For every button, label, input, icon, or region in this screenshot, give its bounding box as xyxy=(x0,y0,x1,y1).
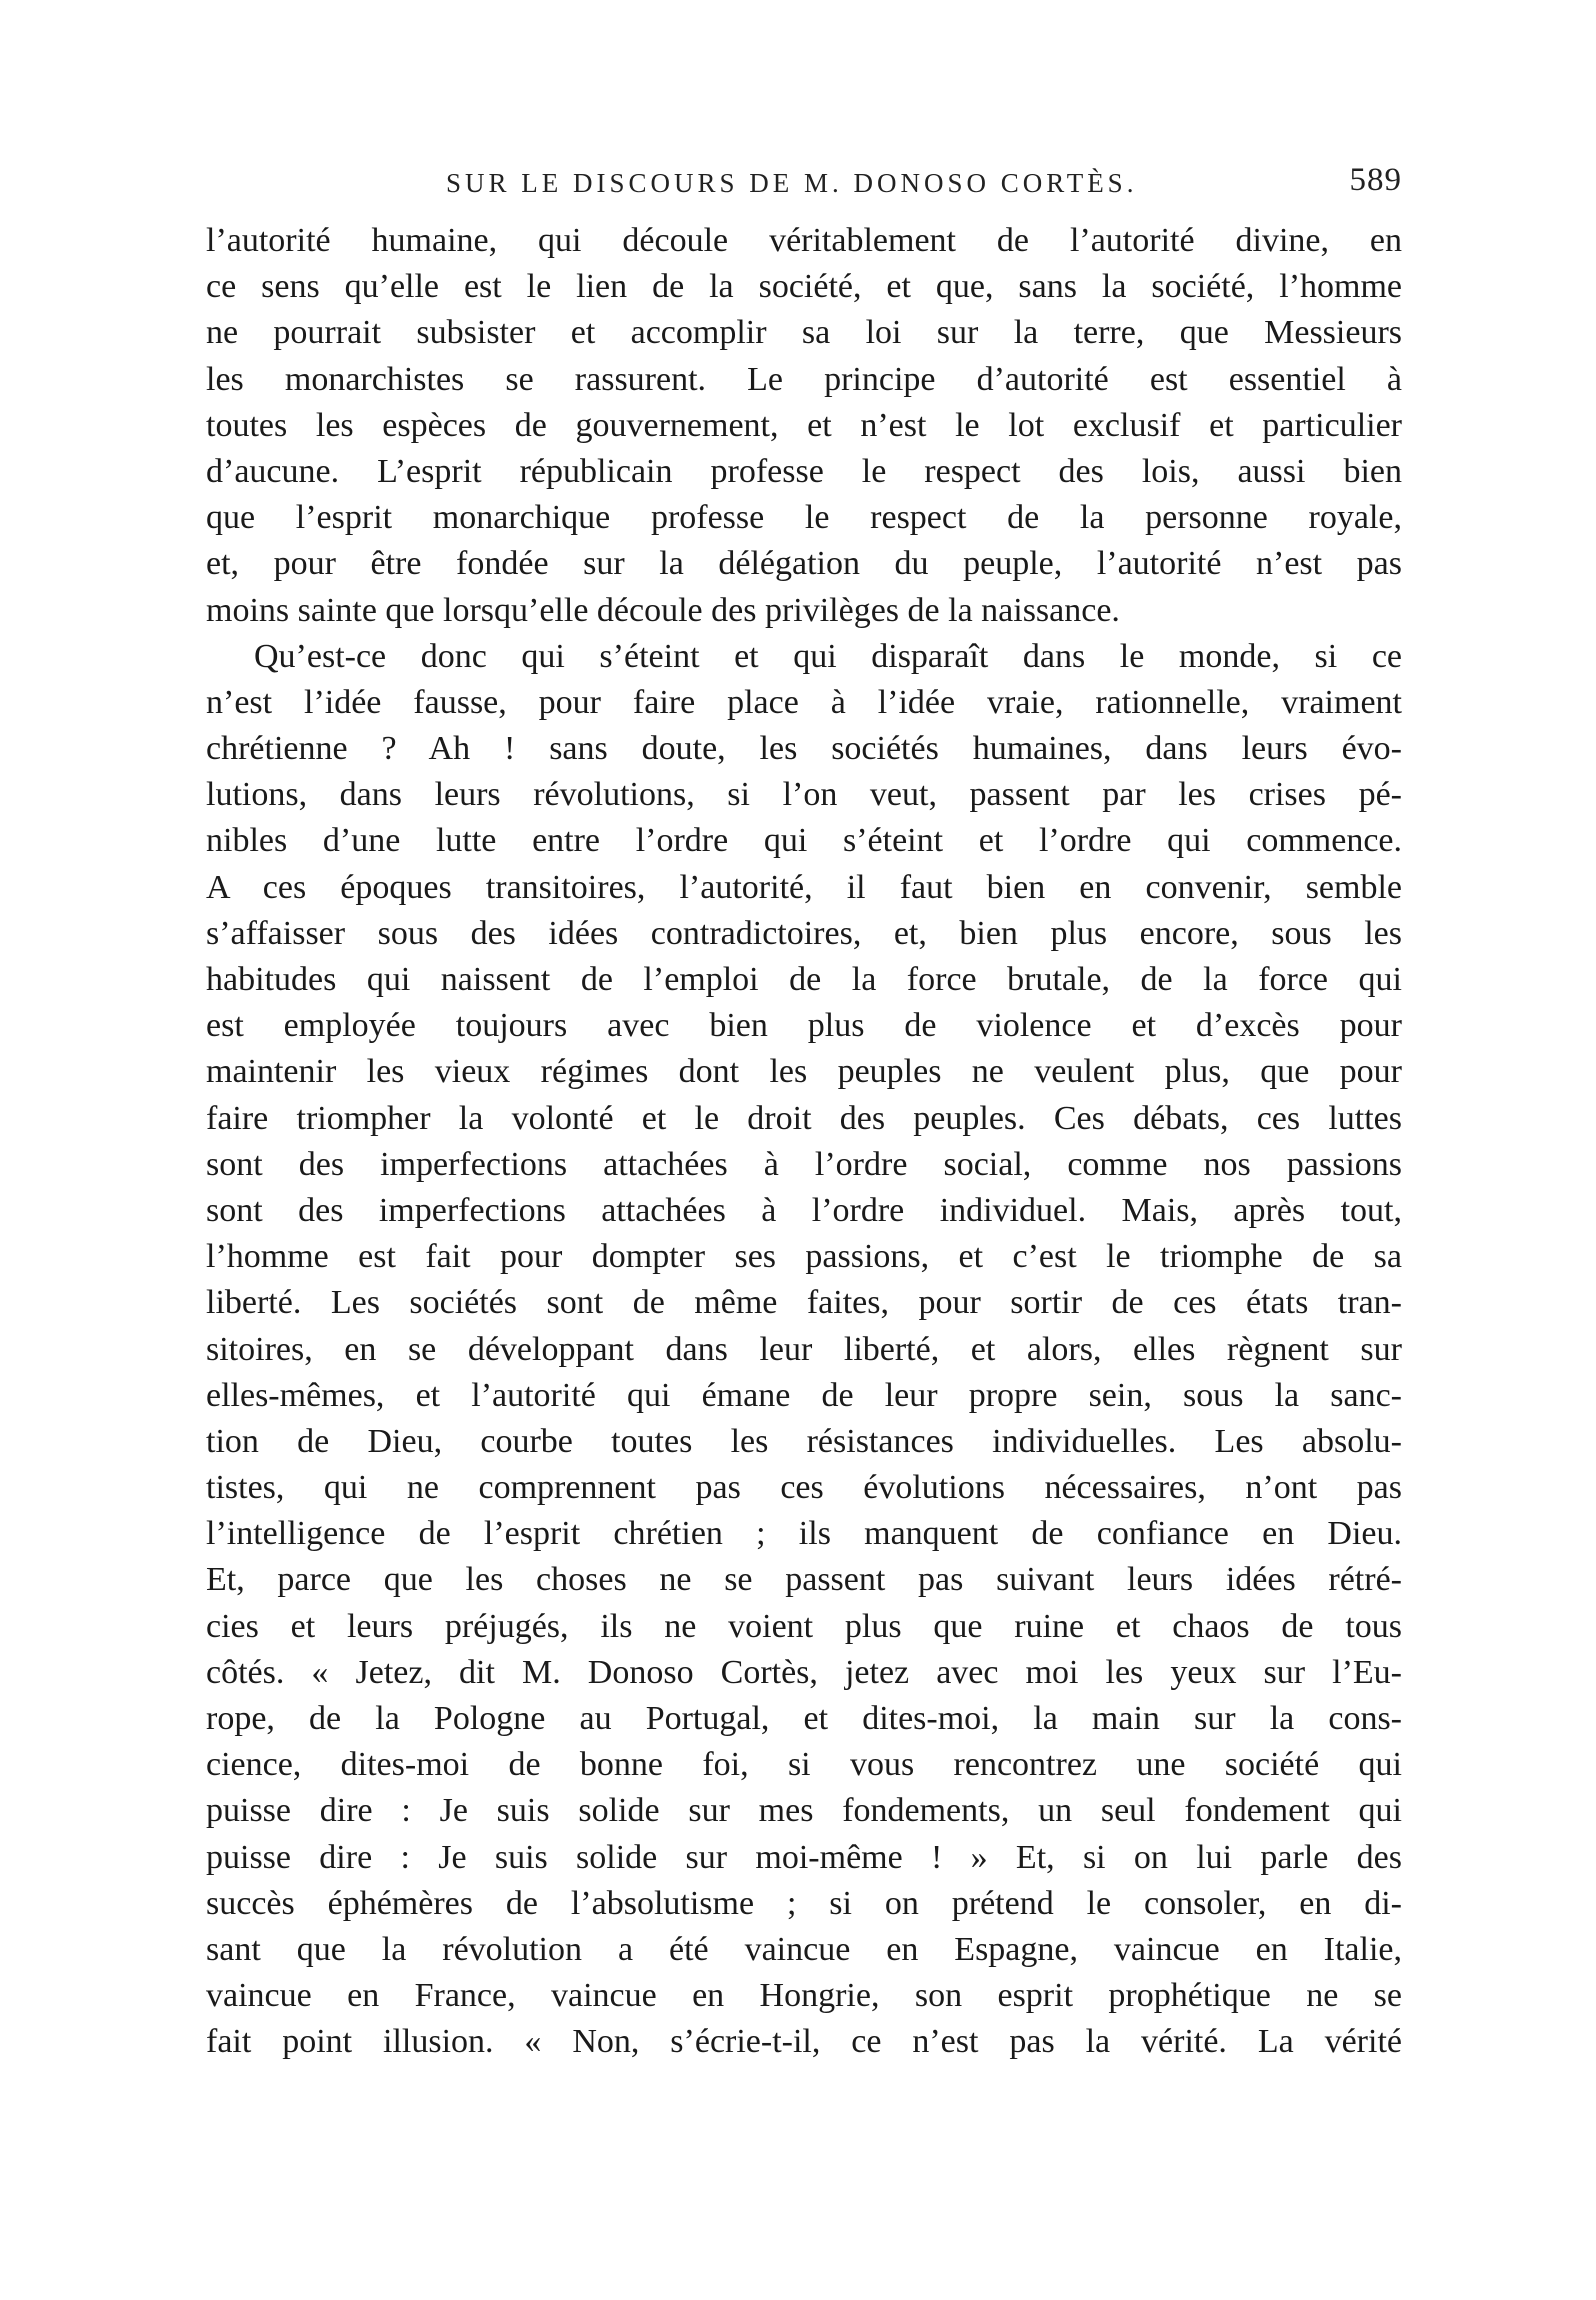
text-line: maintenir les vieux régimes dont les peuples ne veulent plus, que pour xyxy=(206,1053,1402,1091)
text-line: cies et leurs préjugés, ils ne voient plus que ruine et chaos de tous xyxy=(206,1607,1402,1645)
text-line: s’affaisser sous des idées contradictoires, et, bien plus encore, sous les xyxy=(206,914,1402,952)
body-text xyxy=(206,218,1402,2066)
book-page xyxy=(206,160,1402,2066)
running-title: SUR LE DISCOURS DE M. DONOSO CORTÈS. xyxy=(446,168,1138,198)
text-line: liberté. Les sociétés sont de même faites, pour sortir de ces états tran- xyxy=(206,1284,1402,1322)
text-line: lutions, dans leurs révolutions, si l’on veut, passent par les crises pé- xyxy=(206,776,1402,814)
text-line: est employée toujours avec bien plus de violence et d’excès pour xyxy=(206,1007,1402,1045)
text-line: l’intelligence de l’esprit chrétien ; ils manquent de confiance en Dieu. xyxy=(206,1515,1402,1553)
text-line: n’est l’idée fausse, pour faire place à l’idée vraie, rationnelle, vraiment xyxy=(206,683,1402,721)
text-line: habitudes qui naissent de l’emploi de la force brutale, de la force qui xyxy=(206,961,1402,998)
text-line: que l’esprit monarchique professe le respect de la personne royale, xyxy=(206,499,1402,537)
running-header xyxy=(206,160,1402,212)
text-line: côtés. « Jetez, dit M. Donoso Cortès, jetez avec moi les yeux sur l’Eu- xyxy=(206,1653,1402,1691)
text-line: tistes, qui ne comprennent pas ces évolutions nécessaires, n’ont pas xyxy=(206,1469,1402,1507)
text-line: Et, parce que les choses ne se passent pas suivant leurs idées rétré- xyxy=(206,1561,1402,1599)
text-line: nibles d’une lutte entre l’ordre qui s’éteint et l’ordre qui commence. xyxy=(206,822,1402,860)
text-line: moins sainte que lorsqu’elle découle des privilèges de la naissance. xyxy=(206,591,1120,629)
text-line: puisse dire : Je suis solide sur moi-même ! » Et, si on lui parle des xyxy=(206,1838,1402,1876)
text-line: fait point illusion. « Non, s’écrie-t-il, ce n’est pas la vérité. La vérité xyxy=(206,2023,1402,2061)
text-line: d’aucune. L’esprit républicain professe le respect des lois, aussi bien xyxy=(206,452,1402,490)
text-line: vaincue en France, vaincue en Hongrie, son esprit prophétique ne se xyxy=(206,1977,1402,2015)
text-line: tion de Dieu, courbe toutes les résistances individuelles. Les absolu- xyxy=(206,1422,1402,1460)
text-line: et, pour être fondée sur la délégation du peuple, l’autorité n’est pas xyxy=(206,545,1402,583)
text-line: succès éphémères de l’absolutisme ; si on prétend le consoler, en di- xyxy=(206,1884,1402,1922)
text-line: ne pourrait subsister et accomplir sa loi sur la terre, que Messieurs xyxy=(206,314,1402,352)
text-line: toutes les espèces de gouvernement, et n’est le lot exclusif et particulier xyxy=(206,406,1402,444)
text-line: rope, de la Pologne au Portugal, et dites-moi, la main sur la cons- xyxy=(206,1700,1402,1737)
paragraph xyxy=(206,634,1402,2066)
text-line: sant que la révolution a été vaincue en Espagne, vaincue en Italie, xyxy=(206,1930,1402,1968)
text-line: sont des imperfections attachées à l’ordre individuel. Mais, après tout, xyxy=(206,1191,1402,1229)
text-line: Qu’est-ce donc qui s’éteint et qui disparaît dans le monde, si ce xyxy=(254,637,1402,675)
text-line: l’autorité humaine, qui découle véritablement de l’autorité divine, en xyxy=(206,222,1402,259)
text-line: puisse dire : Je suis solide sur mes fondements, un seul fondement qui xyxy=(206,1792,1402,1830)
text-line: les monarchistes se rassurent. Le principe d’autorité est essentiel à xyxy=(206,360,1402,398)
text-line: A ces époques transitoires, l’autorité, il faut bien en convenir, semble xyxy=(206,868,1402,906)
text-line: sitoires, en se développant dans leur liberté, et alors, elles règnent sur xyxy=(206,1330,1402,1368)
text-line: sont des imperfections attachées à l’ordre social, comme nos passions xyxy=(206,1145,1402,1183)
text-line: chrétienne ? Ah ! sans doute, les sociétés humaines, dans leurs évo- xyxy=(206,730,1402,768)
paragraph xyxy=(206,218,1402,634)
text-line: faire triompher la volonté et le droit des peuples. Ces débats, ces luttes xyxy=(206,1099,1402,1137)
text-line: cience, dites-moi de bonne foi, si vous rencontrez une société qui xyxy=(206,1746,1402,1784)
page-number: 589 xyxy=(1349,162,1402,198)
text-line: ce sens qu’elle est le lien de la société, et que, sans la société, l’homme xyxy=(206,268,1402,306)
text-line: l’homme est fait pour dompter ses passions, et c’est le triomphe de sa xyxy=(206,1238,1402,1276)
text-line: elles-mêmes, et l’autorité qui émane de leur propre sein, sous la sanc- xyxy=(206,1376,1402,1414)
